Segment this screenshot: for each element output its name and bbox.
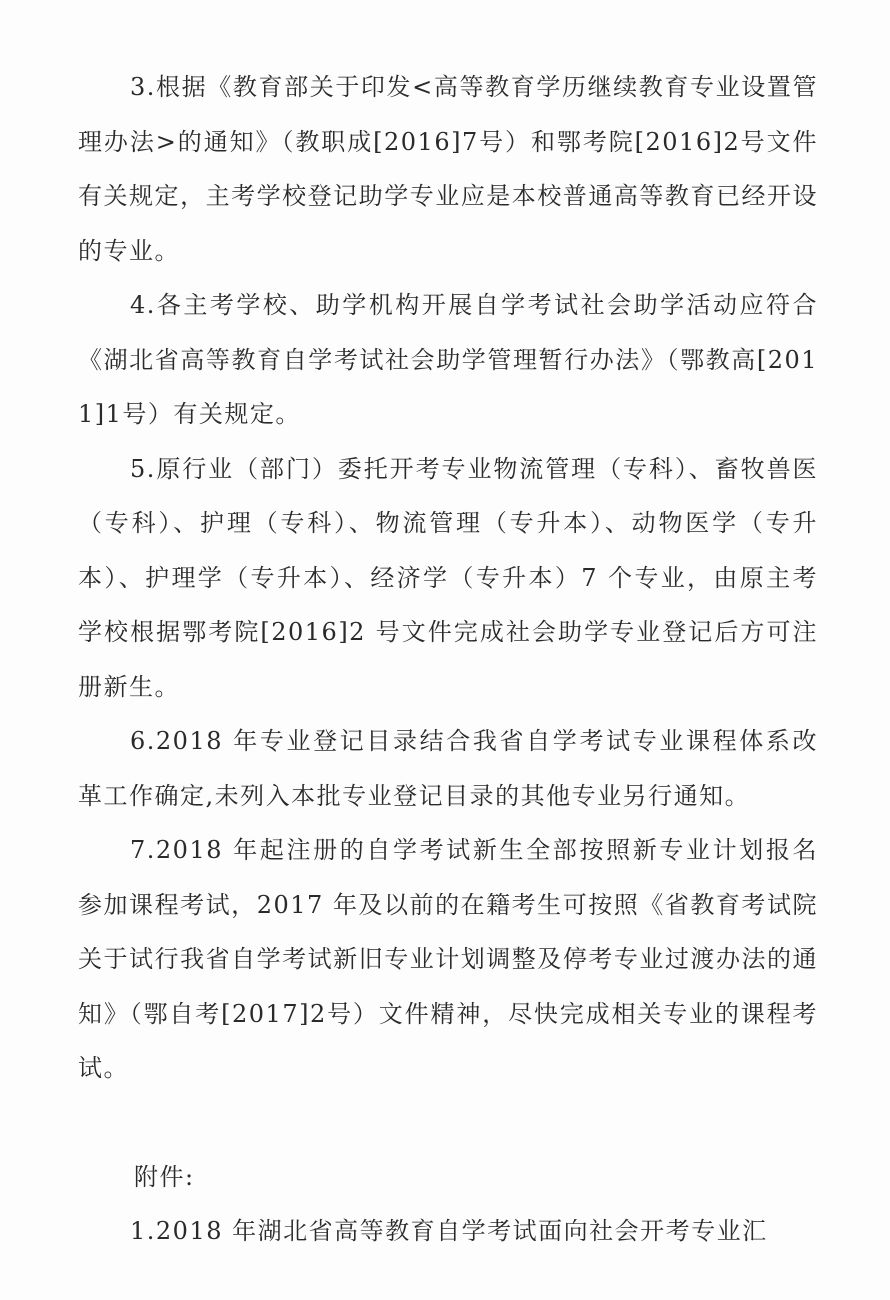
attachments-label: 附件:	[134, 1162, 195, 1191]
paragraph-item-4: 4.各主考学校、助学机构开展自学考试社会助学活动应符合《湖北省高等教育自学考试社会助学管理暂行办法》（鄂教高[2011]1号）有关规定。	[78, 291, 818, 428]
paragraph-item-7: 7.2018 年起注册的自学考试新生全部按照新专业计划报名参加课程考试，2017 年及以前的在籍考生可按照《省教育考试院关于试行我省自学考试新旧专业计划调整及停考专业过渡办法的通知》（鄂自考[2017]2号）文件精神，尽快完成相关专业的课程考试。	[78, 836, 818, 1082]
document-body	[78, 60, 818, 1259]
section-spacer	[78, 1096, 818, 1150]
attachment-item-1: 1.2018 年湖北省高等教育自学考试面向社会开考专业汇	[130, 1217, 768, 1245]
paragraph-item-5: 5.原行业（部门）委托开考专业物流管理（专科）、畜牧兽医（专科）、护理（专科）、物流管理（专升本）、动物医学（专升本）、护理学（专升本）、经济学（专升本）7 个专业，由原主考学校根据鄂考院[2016]2 号文件完成社会助学专业登记后方可注册新生。	[78, 454, 818, 701]
paragraph-item-3: 3.根据《教育部关于印发<高等教育学历继续教育专业设置管理办法>的通知》（教职成[2016]7号）和鄂考院[2016]2号文件有关规定，主考学校登记助学专业应是本校普通高等教育已经开设的专业。	[78, 73, 818, 265]
paragraph-item-6: 6.2018 年专业登记目录结合我省自学考试专业课程体系改革工作确定,未列入本批专业登记目录的其他专业另行通知。	[78, 727, 818, 810]
